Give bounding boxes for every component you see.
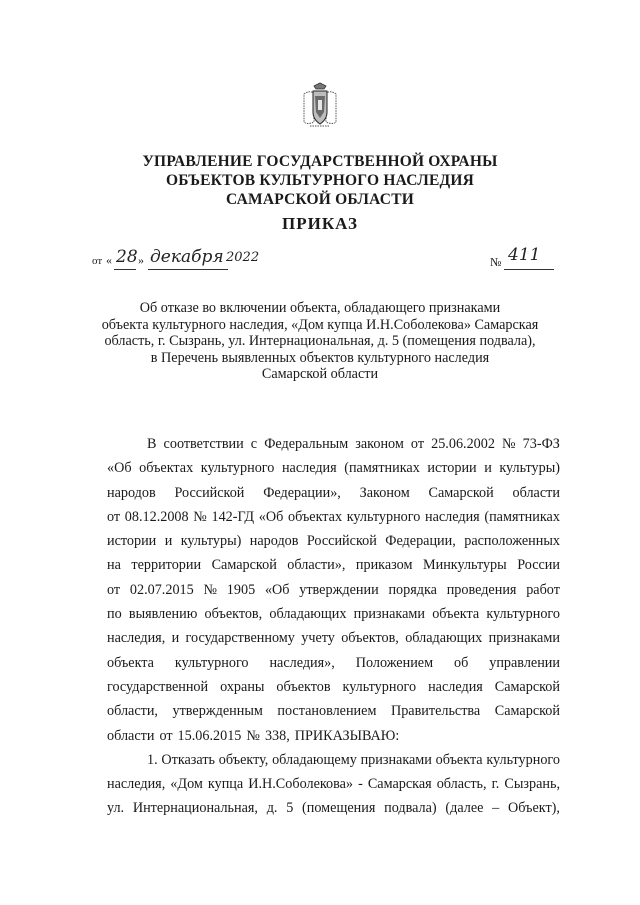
date-prefix: от bbox=[92, 255, 103, 267]
document-subject bbox=[0, 300, 640, 383]
body-line: наследия, «Дом купца И.Н.Соболекова» - Самарская область, г. Сызрань, bbox=[107, 776, 560, 793]
day-underline bbox=[114, 269, 136, 270]
document-body bbox=[107, 432, 560, 821]
body-line: на территории Самарской области», приказом Минкультуры России bbox=[107, 557, 560, 574]
date-year: 2022 bbox=[226, 250, 260, 265]
body-line: государственной охраны объектов культурного наследия Самарской bbox=[107, 678, 560, 695]
body-line: народов Российской Федерации», Законом Самарской области bbox=[107, 484, 560, 501]
subject-line: Об отказе во включении объекта, обладающего признаками bbox=[139, 300, 501, 316]
org-line-1: УПРАВЛЕНИЕ ГОСУДАРСТВЕННОЙ ОХРАНЫ bbox=[142, 153, 498, 170]
body-line: «Об объектах культурного наследия (памятниках истории и культуры) bbox=[107, 460, 560, 477]
body-line: от 08.12.2008 № 142-ГД «Об объектах культурного наследия (памятниках bbox=[107, 508, 560, 525]
subject-line: Самарской области bbox=[261, 366, 379, 383]
date-number-row bbox=[92, 247, 562, 273]
coat-of-arms-icon bbox=[300, 82, 340, 132]
body-line: от 02.07.2015 № 1905 «Об утверждении порядка проведения работ bbox=[107, 581, 560, 598]
body-line: истории и культуры) народов Российской Федерации, расположенных bbox=[107, 533, 560, 550]
body-line: по выявлению объектов, обладающих признаками объекта культурного bbox=[107, 606, 560, 623]
body-line: 1. Отказать объекту, обладающему признаками объекта культурного bbox=[147, 751, 560, 768]
subject-line: в Перечень выявленных объектов культурного наследия bbox=[150, 349, 490, 366]
number-underline bbox=[504, 269, 554, 270]
org-line-2: ОБЪЕКТОВ КУЛЬТУРНОГО НАСЛЕДИЯ bbox=[165, 172, 475, 189]
quote-close: » bbox=[138, 253, 144, 267]
date-day: 28 bbox=[116, 247, 138, 267]
quote-open: « bbox=[106, 253, 112, 267]
body-line: объекта культурного наследия», Положением об управлении bbox=[107, 654, 560, 671]
body-line: области от 15.06.2015 № 338, ПРИКАЗЫВАЮ: bbox=[107, 727, 400, 744]
subject-line: область, г. Сызрань, ул. Интернациональная, д. 5 (помещения подвала), bbox=[104, 333, 536, 350]
number-label: № bbox=[490, 255, 502, 269]
date-month: декабря bbox=[150, 247, 224, 267]
body-line: В соответствии с Федеральным законом от 25.06.2002 № 73-ФЗ bbox=[147, 436, 560, 452]
month-underline bbox=[148, 269, 228, 270]
document-type: ПРИКАЗ bbox=[282, 214, 358, 233]
org-line-3: САМАРСКОЙ ОБЛАСТИ bbox=[225, 191, 414, 208]
document-number: 411 bbox=[508, 245, 541, 265]
body-line: наследия, и государственному учету объектов, обладающих признаками bbox=[107, 630, 560, 647]
body-line: области, утвержденным постановлением Правительства Самарской bbox=[107, 703, 560, 720]
subject-line: объекта культурного наследия, «Дом купца И.Н.Соболекова» Самарская bbox=[101, 316, 539, 333]
organization-name bbox=[0, 152, 640, 209]
body-line: ул. Интернациональная, д. 5 (помещения подвала) (далее – Объект), bbox=[107, 800, 560, 817]
